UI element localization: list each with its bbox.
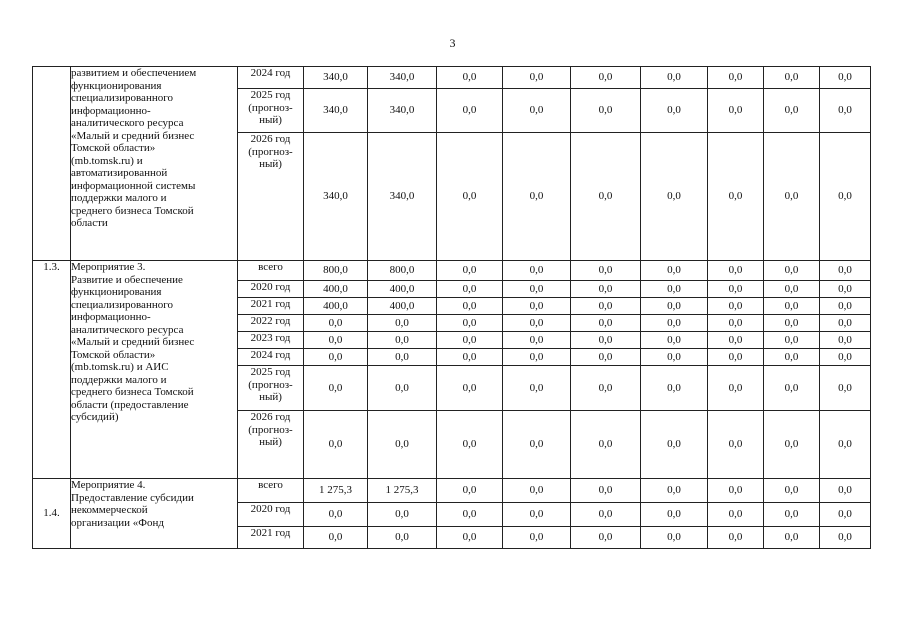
value-cell: 0,0 bbox=[304, 503, 368, 527]
value-cell: 0,0 bbox=[571, 89, 641, 133]
value-cell: 0,0 bbox=[571, 281, 641, 298]
value-cell: 0,0 bbox=[641, 332, 708, 349]
value-cell: 0,0 bbox=[304, 366, 368, 411]
value-cell: 0,0 bbox=[503, 261, 571, 281]
value-cell: 0,0 bbox=[764, 527, 820, 549]
value-cell: 0,0 bbox=[437, 503, 503, 527]
value-cell: 0,0 bbox=[708, 89, 764, 133]
value-cell: 0,0 bbox=[437, 366, 503, 411]
period-cell: 2021 год bbox=[238, 527, 304, 549]
value-cell: 0,0 bbox=[764, 332, 820, 349]
budget-table bbox=[32, 66, 871, 549]
value-cell: 0,0 bbox=[368, 349, 437, 366]
value-cell: 340,0 bbox=[368, 89, 437, 133]
value-cell: 340,0 bbox=[368, 67, 437, 89]
value-cell: 0,0 bbox=[708, 261, 764, 281]
value-cell: 0,0 bbox=[368, 315, 437, 332]
value-cell: 0,0 bbox=[437, 281, 503, 298]
value-cell: 0,0 bbox=[820, 298, 871, 315]
value-cell: 0,0 bbox=[571, 332, 641, 349]
section-code: 1.4. bbox=[33, 479, 71, 549]
value-cell: 340,0 bbox=[368, 133, 437, 261]
value-cell: 0,0 bbox=[708, 503, 764, 527]
value-cell: 0,0 bbox=[368, 411, 437, 479]
value-cell: 0,0 bbox=[641, 411, 708, 479]
value-cell: 0,0 bbox=[571, 133, 641, 261]
value-cell: 0,0 bbox=[820, 349, 871, 366]
value-cell: 0,0 bbox=[503, 133, 571, 261]
value-cell: 0,0 bbox=[764, 315, 820, 332]
value-cell: 0,0 bbox=[641, 366, 708, 411]
value-cell: 0,0 bbox=[764, 261, 820, 281]
value-cell: 0,0 bbox=[820, 315, 871, 332]
value-cell: 1 275,3 bbox=[304, 479, 368, 503]
value-cell: 0,0 bbox=[503, 503, 571, 527]
value-cell: 0,0 bbox=[503, 67, 571, 89]
value-cell: 0,0 bbox=[820, 261, 871, 281]
page-number: 3 bbox=[449, 36, 456, 50]
value-cell: 0,0 bbox=[641, 349, 708, 366]
value-cell: 0,0 bbox=[571, 298, 641, 315]
table-row bbox=[33, 479, 871, 503]
value-cell: 0,0 bbox=[437, 411, 503, 479]
value-cell: 0,0 bbox=[820, 503, 871, 527]
value-cell: 0,0 bbox=[437, 349, 503, 366]
value-cell: 0,0 bbox=[820, 133, 871, 261]
value-cell: 400,0 bbox=[304, 298, 368, 315]
value-cell: 0,0 bbox=[764, 89, 820, 133]
value-cell: 0,0 bbox=[437, 133, 503, 261]
value-cell: 0,0 bbox=[571, 503, 641, 527]
period-cell: всего bbox=[238, 479, 304, 503]
value-cell: 0,0 bbox=[708, 298, 764, 315]
value-cell: 0,0 bbox=[764, 133, 820, 261]
value-cell: 0,0 bbox=[571, 261, 641, 281]
value-cell: 0,0 bbox=[437, 479, 503, 503]
value-cell: 0,0 bbox=[437, 89, 503, 133]
value-cell: 0,0 bbox=[368, 527, 437, 549]
period-cell: 2023 год bbox=[238, 332, 304, 349]
value-cell: 0,0 bbox=[641, 67, 708, 89]
value-cell: 0,0 bbox=[368, 503, 437, 527]
period-cell: 2026 год (прогноз- ный) bbox=[238, 133, 304, 261]
value-cell: 0,0 bbox=[503, 349, 571, 366]
value-cell: 0,0 bbox=[571, 527, 641, 549]
value-cell: 0,0 bbox=[641, 133, 708, 261]
value-cell: 400,0 bbox=[368, 298, 437, 315]
table-row bbox=[33, 261, 871, 281]
value-cell: 0,0 bbox=[820, 67, 871, 89]
value-cell: 0,0 bbox=[820, 89, 871, 133]
period-cell: всего bbox=[238, 261, 304, 281]
value-cell: 0,0 bbox=[641, 315, 708, 332]
value-cell: 0,0 bbox=[503, 281, 571, 298]
value-cell: 0,0 bbox=[641, 479, 708, 503]
value-cell: 0,0 bbox=[820, 332, 871, 349]
value-cell: 0,0 bbox=[503, 298, 571, 315]
period-cell: 2025 год (прогноз- ный) bbox=[238, 366, 304, 411]
value-cell: 0,0 bbox=[571, 67, 641, 89]
value-cell: 0,0 bbox=[437, 261, 503, 281]
value-cell: 0,0 bbox=[708, 281, 764, 298]
period-cell: 2022 год bbox=[238, 315, 304, 332]
value-cell: 0,0 bbox=[641, 89, 708, 133]
value-cell: 0,0 bbox=[304, 527, 368, 549]
value-cell: 0,0 bbox=[437, 527, 503, 549]
period-cell: 2021 год bbox=[238, 298, 304, 315]
value-cell: 340,0 bbox=[304, 133, 368, 261]
value-cell: 340,0 bbox=[304, 89, 368, 133]
value-cell: 0,0 bbox=[708, 349, 764, 366]
value-cell: 0,0 bbox=[764, 411, 820, 479]
period-cell: 2024 год bbox=[238, 67, 304, 89]
value-cell: 0,0 bbox=[503, 527, 571, 549]
value-cell: 0,0 bbox=[708, 411, 764, 479]
value-cell: 0,0 bbox=[820, 281, 871, 298]
value-cell: 0,0 bbox=[641, 298, 708, 315]
value-cell: 0,0 bbox=[304, 349, 368, 366]
value-cell: 1 275,3 bbox=[368, 479, 437, 503]
section-description: Мероприятие 3. Развитие и обеспечение функционирования специализированного информационно- аналитического ресурса «Малый и средний бизнес Томской области» (mb.tomsk.ru) и АИС поддержки малого и среднего бизнеса Томской области (предоставление субсидий) bbox=[71, 261, 238, 479]
value-cell: 0,0 bbox=[820, 479, 871, 503]
period-cell: 2024 год bbox=[238, 349, 304, 366]
section-description: Мероприятие 4. Предоставление субсидии некоммерческой организации «Фонд bbox=[71, 479, 238, 549]
value-cell: 0,0 bbox=[368, 332, 437, 349]
value-cell: 0,0 bbox=[708, 67, 764, 89]
value-cell: 0,0 bbox=[503, 366, 571, 411]
value-cell: 0,0 bbox=[641, 281, 708, 298]
value-cell: 0,0 bbox=[437, 298, 503, 315]
value-cell: 0,0 bbox=[571, 315, 641, 332]
table-row bbox=[33, 67, 871, 89]
value-cell: 0,0 bbox=[503, 411, 571, 479]
value-cell: 800,0 bbox=[304, 261, 368, 281]
value-cell: 0,0 bbox=[820, 366, 871, 411]
section-code: 1.3. bbox=[33, 261, 71, 479]
value-cell: 0,0 bbox=[437, 315, 503, 332]
value-cell: 0,0 bbox=[304, 315, 368, 332]
value-cell: 0,0 bbox=[820, 411, 871, 479]
value-cell: 0,0 bbox=[764, 479, 820, 503]
period-cell: 2020 год bbox=[238, 281, 304, 298]
value-cell: 0,0 bbox=[708, 479, 764, 503]
value-cell: 0,0 bbox=[764, 366, 820, 411]
period-cell: 2026 год (прогноз- ный) bbox=[238, 411, 304, 479]
value-cell: 0,0 bbox=[571, 349, 641, 366]
value-cell: 0,0 bbox=[571, 366, 641, 411]
value-cell: 0,0 bbox=[764, 298, 820, 315]
value-cell: 0,0 bbox=[764, 503, 820, 527]
value-cell: 0,0 bbox=[641, 503, 708, 527]
value-cell: 0,0 bbox=[764, 349, 820, 366]
value-cell: 0,0 bbox=[764, 67, 820, 89]
value-cell: 0,0 bbox=[708, 332, 764, 349]
value-cell: 0,0 bbox=[641, 261, 708, 281]
value-cell: 800,0 bbox=[368, 261, 437, 281]
period-cell: 2025 год (прогноз- ный) bbox=[238, 89, 304, 133]
value-cell: 0,0 bbox=[304, 411, 368, 479]
value-cell: 0,0 bbox=[708, 527, 764, 549]
value-cell: 0,0 bbox=[503, 479, 571, 503]
value-cell: 0,0 bbox=[820, 527, 871, 549]
value-cell: 0,0 bbox=[304, 332, 368, 349]
value-cell: 0,0 bbox=[708, 133, 764, 261]
value-cell: 0,0 bbox=[571, 411, 641, 479]
value-cell: 0,0 bbox=[571, 479, 641, 503]
period-cell: 2020 год bbox=[238, 503, 304, 527]
value-cell: 0,0 bbox=[437, 67, 503, 89]
section-code bbox=[33, 67, 71, 261]
value-cell: 400,0 bbox=[304, 281, 368, 298]
value-cell: 0,0 bbox=[437, 332, 503, 349]
budget-table-body bbox=[33, 67, 871, 549]
value-cell: 0,0 bbox=[503, 332, 571, 349]
value-cell: 0,0 bbox=[503, 89, 571, 133]
value-cell: 0,0 bbox=[641, 527, 708, 549]
value-cell: 400,0 bbox=[368, 281, 437, 298]
value-cell: 0,0 bbox=[764, 281, 820, 298]
value-cell: 0,0 bbox=[708, 366, 764, 411]
value-cell: 0,0 bbox=[368, 366, 437, 411]
value-cell: 0,0 bbox=[503, 315, 571, 332]
value-cell: 0,0 bbox=[708, 315, 764, 332]
value-cell: 340,0 bbox=[304, 67, 368, 89]
section-description: развитием и обеспечением функционирования специализированного информационно- аналитического ресурса «Малый и средний бизнес Томской области» (mb.tomsk.ru) и автоматизированной информационной системы поддержки малого и среднего бизнеса Томской области bbox=[71, 67, 238, 261]
